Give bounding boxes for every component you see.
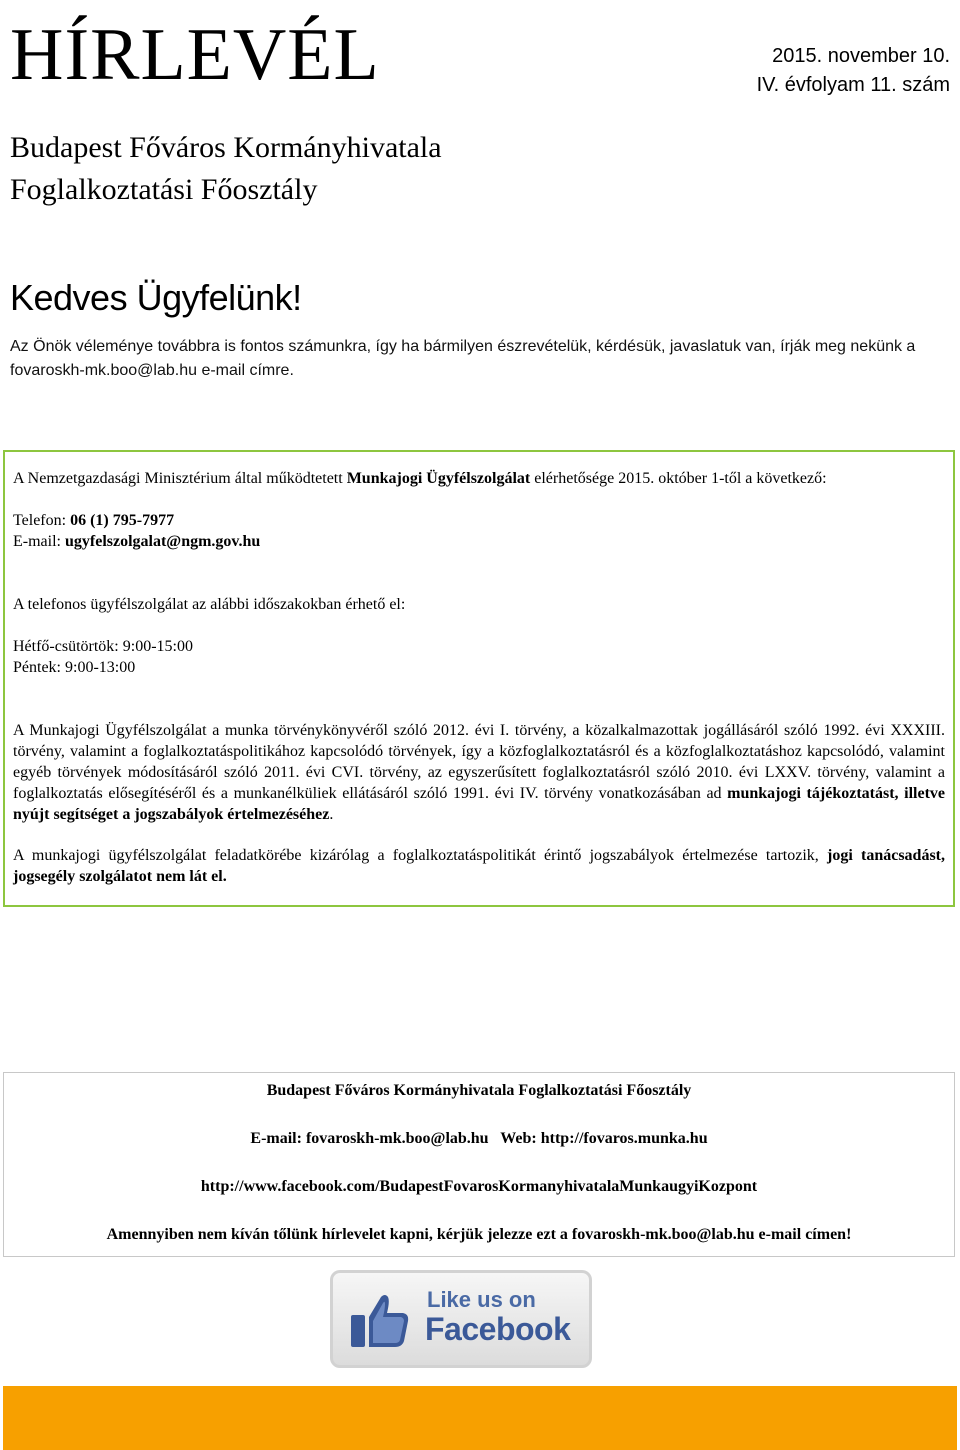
scope-paragraph <box>13 845 945 887</box>
footer-box <box>3 1072 955 1257</box>
hotline-intro-end: elérhetősége 2015. október 1-től a következő: <box>530 470 827 487</box>
facebook-brand-text: Facebook <box>425 1311 571 1347</box>
intro-paragraph: Az Önök véleménye továbbra is fontos számunkra, így ha bármilyen észrevételük, kérdésük, javaslatuk van, írják meg nekünk a fovaroskh-mk.boo@lab.hu e-mail címre. <box>10 338 916 379</box>
org-name-line1: Budapest Főváros Kormányhivatala <box>10 131 442 164</box>
hotline-phone <box>13 510 945 531</box>
hotline-email <box>13 531 945 552</box>
hours-intro: A telefonos ügyfélszolgálat az alábbi időszakokban érhető el: <box>13 596 406 613</box>
hours-friday: Péntek: 9:00-13:00 <box>13 659 136 676</box>
issue-date: 2015. november 10. <box>772 45 950 67</box>
org-name-line2: Foglalkoztatási Főosztály <box>10 173 318 206</box>
scope-emphasis: jogi tanácsadást, jogsegély szolgálatot nem lát el. <box>13 847 946 885</box>
scope-text: A munkajogi ügyfélszolgálat feladatkörébe kizárólag a foglalkoztatáspolitikát érintő jogszabályok értelmezése tartozik, <box>13 847 828 864</box>
bottom-color-bar <box>3 1386 957 1450</box>
facebook-like-text: Like us on <box>427 1287 536 1312</box>
laws-emphasis: munkajogi tájékoztatást, illetve nyújt segítséget a jogszabályok értelmezéséhez <box>13 785 946 823</box>
phone-number[interactable]: 06 (1) 795-7977 <box>70 512 175 529</box>
issue-info <box>757 42 950 100</box>
facebook-like-button[interactable] <box>330 1270 592 1368</box>
laws-text: A Munkajogi Ügyfélszolgálat a munka törvénykönyvéről szóló 2012. évi I. törvény, a közalkalmazottak jogállásáról szóló 1992. évi XXXIII. törvény, valamint a foglalkoztatáspolitikához kapcsolódó törvények, így a közfoglalkoztatásról és a közfoglalkoztatáshoz kapcsolódó, valamint egyéb törvények módosításáról szóló 2011. évi CVI. törvény, az egyszerűsített foglalkoztatásról szóló 2010. évi LXXV. törvény, valamint a foglalkoztatás elősegítéséről és a munkanélküliek ellátásáról szóló 1991. évi IV. törvény vonatkozásában ad <box>13 722 945 802</box>
issue-number: IV. évfolyam 11. szám <box>756 74 950 96</box>
laws-end: . <box>329 806 334 823</box>
laws-paragraph <box>13 720 945 825</box>
newsletter-title: HÍRLEVÉL <box>10 14 380 96</box>
hotline-intro-text: A Nemzetgazdasági Minisztérium által működtetett <box>13 470 347 487</box>
hotline-intro <box>13 468 945 489</box>
thumbs-up-icon <box>349 1291 411 1349</box>
footer-facebook-link[interactable]: http://www.facebook.com/BudapestFovarosKormanyhivatalaMunkaugyiKozpont <box>200 1178 758 1195</box>
phone-label: Telefon: <box>13 512 71 529</box>
footer-org: Budapest Főváros Kormányhivatala Foglalkoztatási Főosztály <box>266 1082 692 1099</box>
email-link[interactable]: ugyfelszolgalat@ngm.gov.hu <box>64 533 261 550</box>
hours-weekdays: Hétfő-csütörtök: 9:00-15:00 <box>13 638 193 655</box>
footer-contact[interactable]: E-mail: fovaroskh-mk.boo@lab.hu Web: http://fovaros.munka.hu <box>250 1130 708 1147</box>
email-label: E-mail: <box>13 533 65 550</box>
footer-unsubscribe: Amennyiben nem kíván tőlünk hírlevelet kapni, kérjük jelezze ezt a fovaroskh-mk.boo@lab.hu e-mail címen! <box>106 1226 852 1243</box>
info-box <box>3 450 955 907</box>
hotline-name: Munkajogi Ügyfélszolgálat <box>346 470 531 487</box>
greeting-heading: Kedves Ügyfelünk! <box>10 277 302 318</box>
